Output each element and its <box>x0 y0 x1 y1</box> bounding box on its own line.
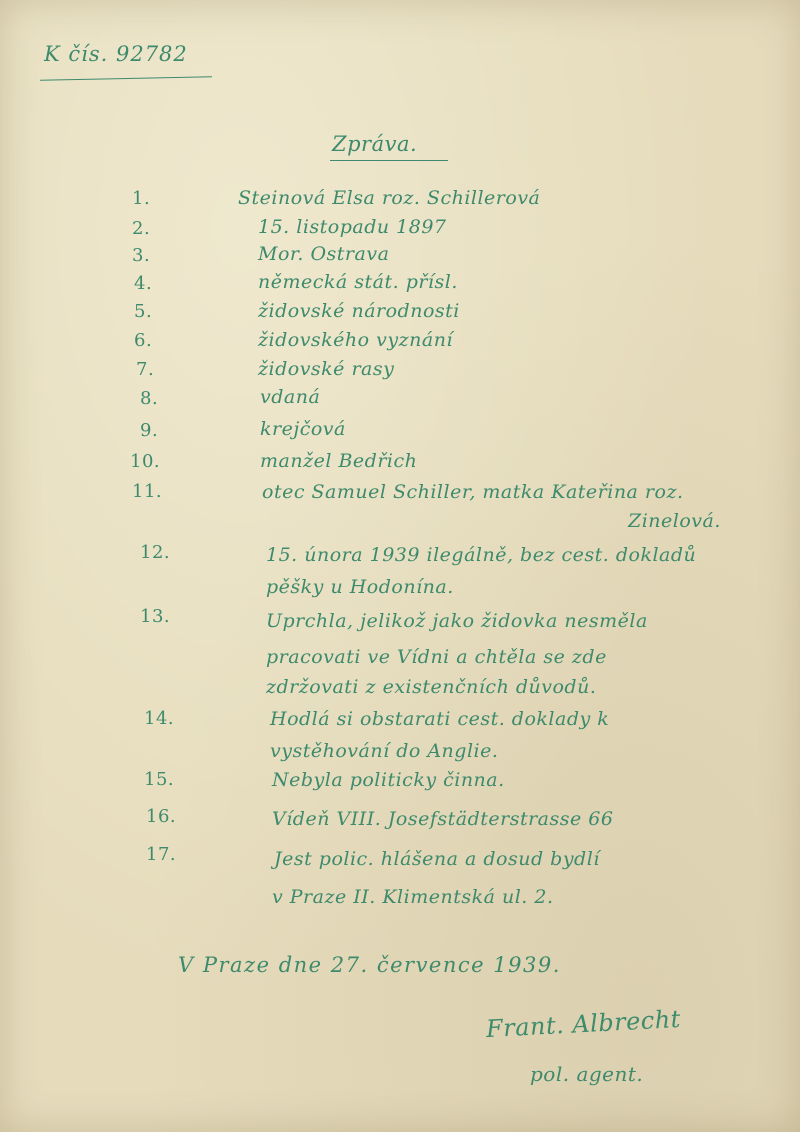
entry-number: 16. <box>146 806 177 827</box>
entry-line: vystěhování do Anglie. <box>270 740 499 762</box>
entry-number: 13. <box>140 606 171 627</box>
entry-number: 14. <box>144 708 175 729</box>
entry-line: zdržovati z existenčních důvodů. <box>266 676 597 698</box>
entry-line: otec Samuel Schiller, matka Kateřina roz. <box>262 481 684 503</box>
entry-number: 9. <box>140 420 159 441</box>
entry-number: 11. <box>132 481 163 502</box>
entry-line: židovské národnosti <box>258 300 460 322</box>
entry-number: 1. <box>132 188 151 209</box>
entry-number: 12. <box>140 542 171 563</box>
entry-line: pracovati ve Vídni a chtěla se zde <box>266 646 607 668</box>
report-title: Zpráva. <box>332 132 418 156</box>
entry-line: Vídeň VIII. Josefstädterstrasse 66 <box>272 808 614 830</box>
entry-number: 10. <box>130 451 161 472</box>
entry-number: 3. <box>132 245 151 266</box>
entry-number: 6. <box>134 330 153 351</box>
entry-line: Zinelová. <box>628 510 721 532</box>
entry-number: 17. <box>146 844 177 865</box>
entry-line: krejčová <box>260 418 346 440</box>
date-line: V Praze dne 27. července 1939. <box>178 953 561 977</box>
entry-line: židovské rasy <box>258 358 395 380</box>
entry-line: pěšky u Hodonína. <box>266 576 454 598</box>
signature-name: Frant. Albrecht <box>485 1004 682 1044</box>
reference-number: K čís. 92782 <box>44 42 188 66</box>
title-underline <box>330 160 448 161</box>
entry-line: manžel Bedřich <box>260 450 418 472</box>
entry-line: Hodlá si obstarati cest. doklady k <box>270 708 610 730</box>
entry-line: 15. února 1939 ilegálně, bez cest. dokladů <box>266 544 697 566</box>
entry-line: německá stát. přísl. <box>258 271 458 293</box>
entry-line: v Praze II. Klimentská ul. 2. <box>272 886 554 908</box>
entry-line: Mor. Ostrava <box>258 243 390 265</box>
entry-line: Jest polic. hlášena a dosud bydlí <box>274 848 600 870</box>
entry-number: 2. <box>132 218 151 239</box>
signature-title: pol. agent. <box>530 1062 644 1086</box>
entry-line: Uprchla, jelikož jako židovka nesměla <box>266 610 648 632</box>
entry-line: vdaná <box>260 386 321 408</box>
entry-number: 15. <box>144 769 175 790</box>
entry-line: židovského vyznání <box>258 329 454 351</box>
entry-line: Nebyla politicky činna. <box>272 769 505 791</box>
reference-underline <box>40 76 212 81</box>
entry-number: 7. <box>136 359 155 380</box>
entry-number: 5. <box>134 301 153 322</box>
entry-line: Steinová Elsa roz. Schillerová <box>238 187 541 209</box>
entry-number: 4. <box>134 273 153 294</box>
entry-line: 15. listopadu 1897 <box>258 216 447 238</box>
entry-number: 8. <box>140 388 159 409</box>
